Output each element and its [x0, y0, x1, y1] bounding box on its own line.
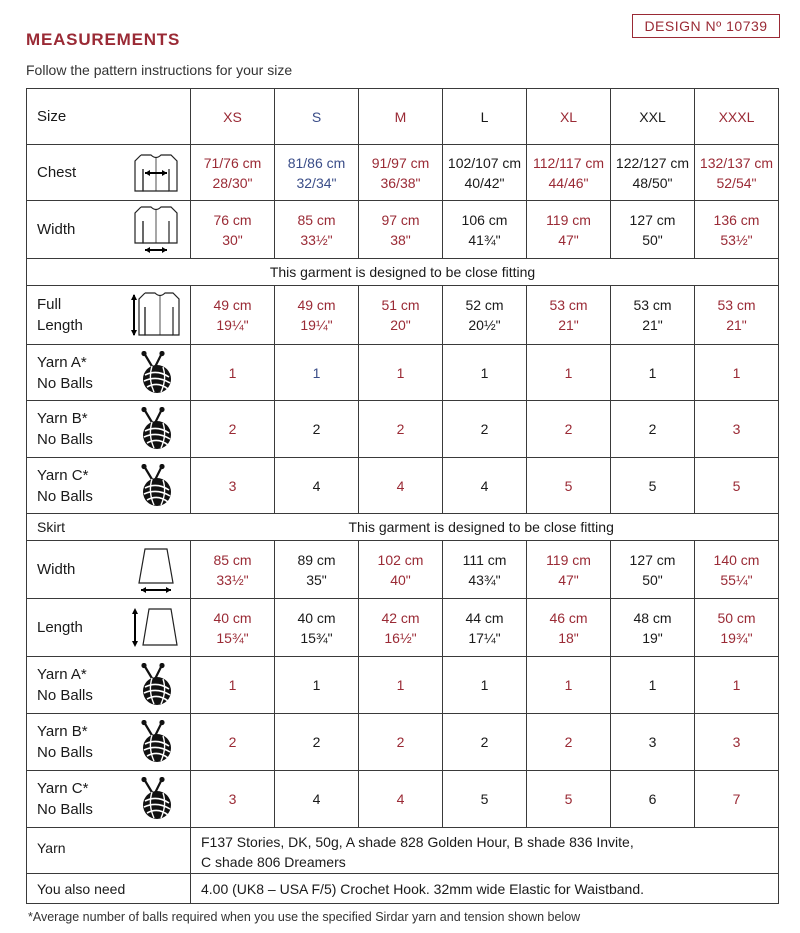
skirt-yarn-a-xl: 1	[527, 657, 611, 714]
top-yarn-a-l: 1	[443, 345, 527, 401]
skirt-yarn-b-l: 2	[443, 714, 527, 771]
top-yarn-c-xxxl: 5	[695, 458, 779, 514]
design-number-box	[632, 14, 780, 38]
size-row	[27, 89, 779, 145]
skirt-length-row	[27, 599, 779, 657]
skirt-length-pic-cell	[123, 599, 191, 657]
fit-note: This garment is designed to be close fitting	[27, 259, 779, 286]
skirt-length-s: 40 cm 15¾"	[275, 599, 359, 657]
top-yarn-a-xxl: 1	[611, 345, 695, 401]
skirt-yarn-c-xl: 5	[527, 771, 611, 828]
full-length-xxl: 53 cm 21"	[611, 286, 695, 345]
chest-pic-cell	[123, 145, 191, 201]
skirt-yarn-a-row	[27, 657, 779, 714]
skirt-width-icon	[133, 545, 179, 595]
top-yarn-b-xl: 2	[527, 401, 611, 458]
skirt-width-l: 111 cm 43¾"	[443, 541, 527, 599]
top-yarn-a-xs: 1	[191, 345, 275, 401]
width-row	[27, 201, 779, 259]
top-yarn-b-xxxl: 3	[695, 401, 779, 458]
full-length-xxxl: 53 cm 21"	[695, 286, 779, 345]
top-yarn-a-row	[27, 345, 779, 401]
chest-label: Chest	[27, 145, 123, 201]
width-xxl: 127 cm 50"	[611, 201, 695, 259]
skirt-width-xxxl: 140 cm 55¼"	[695, 541, 779, 599]
skirt-yarn-b-xxxl: 3	[695, 714, 779, 771]
yarn-materials-text: F137 Stories, DK, 50g, A shade 828 Golden Hour, B shade 836 Invite, C shade 806 Dreamers	[191, 828, 779, 874]
width-xl: 119 cm 47"	[527, 201, 611, 259]
skirt-yarn-c-label: Yarn C* No Balls	[27, 771, 123, 828]
width-m: 97 cm 38"	[359, 201, 443, 259]
skirt-yarn-a-s: 1	[275, 657, 359, 714]
width-pic-cell	[123, 201, 191, 259]
skirt-yarn-b-xs: 2	[191, 714, 275, 771]
top-yarn-b-pic-cell	[123, 401, 191, 458]
skirt-yarn-a-xs: 1	[191, 657, 275, 714]
fit-note-row	[27, 259, 779, 286]
skirt-yarn-c-xxl: 6	[611, 771, 695, 828]
width-xs: 76 cm 30"	[191, 201, 275, 259]
yarn-ball-icon	[136, 720, 176, 764]
page-title: MEASUREMENTS	[26, 30, 181, 49]
skirt-yarn-b-pic-cell	[123, 714, 191, 771]
chest-xxxl: 132/137 cm 52/54"	[695, 145, 779, 201]
skirt-yarn-c-s: 4	[275, 771, 359, 828]
top-yarn-b-row	[27, 401, 779, 458]
skirt-length-xxl: 48 cm 19"	[611, 599, 695, 657]
jacket-length-icon	[131, 289, 181, 341]
top-yarn-c-m: 4	[359, 458, 443, 514]
size-l: L	[443, 89, 527, 145]
full-length-row	[27, 286, 779, 345]
top-yarn-c-xxl: 5	[611, 458, 695, 514]
full-length-xs: 49 cm 19¼"	[191, 286, 275, 345]
skirt-length-xxxl: 50 cm 19¾"	[695, 599, 779, 657]
skirt-length-m: 42 cm 16½"	[359, 599, 443, 657]
top-yarn-b-l: 2	[443, 401, 527, 458]
top-yarn-c-s: 4	[275, 458, 359, 514]
skirt-yarn-b-label: Yarn B* No Balls	[27, 714, 123, 771]
skirt-width-xs: 85 cm 33½"	[191, 541, 275, 599]
you-also-need-label: You also need	[27, 874, 191, 904]
top-yarn-c-l: 4	[443, 458, 527, 514]
full-length-s: 49 cm 19¼"	[275, 286, 359, 345]
top-yarn-a-xl: 1	[527, 345, 611, 401]
skirt-length-xl: 46 cm 18"	[527, 599, 611, 657]
full-length-pic-cell	[123, 286, 191, 345]
skirt-yarn-b-m: 2	[359, 714, 443, 771]
skirt-fit-note: This garment is designed to be close fitting	[191, 514, 779, 541]
skirt-yarn-b-row	[27, 714, 779, 771]
you-also-need-row	[27, 874, 779, 904]
full-length-xl: 53 cm 21"	[527, 286, 611, 345]
you-also-need-text: 4.00 (UK8 – USA F/5) Crochet Hook. 32mm wide Elastic for Waistband.	[191, 874, 779, 904]
skirt-width-xxl: 127 cm 50"	[611, 541, 695, 599]
top-yarn-b-label: Yarn B* No Balls	[27, 401, 123, 458]
chest-m: 91/97 cm 36/38"	[359, 145, 443, 201]
width-s: 85 cm 33½"	[275, 201, 359, 259]
skirt-yarn-c-xs: 3	[191, 771, 275, 828]
chest-xs: 71/76 cm 28/30"	[191, 145, 275, 201]
size-xl: XL	[527, 89, 611, 145]
yarn-materials-row	[27, 828, 779, 874]
full-length-l: 52 cm 20½"	[443, 286, 527, 345]
skirt-yarn-a-label: Yarn A* No Balls	[27, 657, 123, 714]
skirt-yarn-a-l: 1	[443, 657, 527, 714]
skirt-length-l: 44 cm 17¼"	[443, 599, 527, 657]
top-yarn-b-xs: 2	[191, 401, 275, 458]
top-yarn-a-m: 1	[359, 345, 443, 401]
page-subtitle: Follow the pattern instructions for your size	[26, 62, 293, 78]
chest-row	[27, 145, 779, 201]
full-length-label: Full Length	[27, 286, 123, 345]
width-label: Width	[27, 201, 123, 259]
full-length-m: 51 cm 20"	[359, 286, 443, 345]
skirt-label: Skirt	[27, 514, 191, 541]
skirt-width-xl: 119 cm 47"	[527, 541, 611, 599]
size-s: S	[275, 89, 359, 145]
footnote: *Average number of balls required when you use the specified Sirdar yarn and tension shown below	[28, 910, 581, 924]
skirt-yarn-b-xxl: 3	[611, 714, 695, 771]
chest-xxl: 122/127 cm 48/50"	[611, 145, 695, 201]
measurements-table	[26, 88, 779, 904]
skirt-yarn-c-m: 4	[359, 771, 443, 828]
width-l: 106 cm 41¾"	[443, 201, 527, 259]
top-yarn-b-s: 2	[275, 401, 359, 458]
top-yarn-b-m: 2	[359, 401, 443, 458]
size-label: Size	[27, 89, 191, 145]
top-yarn-c-xl: 5	[527, 458, 611, 514]
top-yarn-a-xxxl: 1	[695, 345, 779, 401]
top-yarn-c-row	[27, 458, 779, 514]
skirt-length-icon	[131, 603, 181, 653]
jacket-chest-icon	[133, 151, 179, 195]
top-yarn-a-pic-cell	[123, 345, 191, 401]
top-yarn-c-xs: 3	[191, 458, 275, 514]
top-yarn-c-pic-cell	[123, 458, 191, 514]
yarn-ball-icon	[136, 464, 176, 508]
yarn-ball-icon	[136, 663, 176, 707]
top-yarn-a-label: Yarn A* No Balls	[27, 345, 123, 401]
size-xxxl: XXXL	[695, 89, 779, 145]
top-yarn-a-s: 1	[275, 345, 359, 401]
top-yarn-b-xxl: 2	[611, 401, 695, 458]
skirt-width-s: 89 cm 35"	[275, 541, 359, 599]
skirt-width-label: Width	[27, 541, 123, 599]
skirt-yarn-b-s: 2	[275, 714, 359, 771]
skirt-yarn-c-xxxl: 7	[695, 771, 779, 828]
skirt-yarn-c-row	[27, 771, 779, 828]
chest-xl: 112/117 cm 44/46"	[527, 145, 611, 201]
skirt-width-row	[27, 541, 779, 599]
skirt-yarn-a-m: 1	[359, 657, 443, 714]
yarn-ball-icon	[136, 351, 176, 395]
skirt-width-pic-cell	[123, 541, 191, 599]
skirt-length-label: Length	[27, 599, 123, 657]
skirt-width-m: 102 cm 40"	[359, 541, 443, 599]
yarn-ball-icon	[136, 407, 176, 451]
width-xxxl: 136 cm 53½"	[695, 201, 779, 259]
top-yarn-c-label: Yarn C* No Balls	[27, 458, 123, 514]
skirt-yarn-a-xxl: 1	[611, 657, 695, 714]
yarn-ball-icon	[136, 777, 176, 821]
jacket-width-icon	[133, 205, 179, 255]
chest-s: 81/86 cm 32/34"	[275, 145, 359, 201]
size-xxl: XXL	[611, 89, 695, 145]
skirt-yarn-b-xl: 2	[527, 714, 611, 771]
size-xs: XS	[191, 89, 275, 145]
skirt-yarn-a-pic-cell	[123, 657, 191, 714]
design-number: DESIGN Nº 10739	[644, 18, 768, 34]
skirt-length-xs: 40 cm 15¾"	[191, 599, 275, 657]
size-m: M	[359, 89, 443, 145]
skirt-yarn-a-xxxl: 1	[695, 657, 779, 714]
chest-l: 102/107 cm 40/42"	[443, 145, 527, 201]
skirt-header-row	[27, 514, 779, 541]
skirt-yarn-c-l: 5	[443, 771, 527, 828]
yarn-materials-label: Yarn	[27, 828, 191, 874]
skirt-yarn-c-pic-cell	[123, 771, 191, 828]
